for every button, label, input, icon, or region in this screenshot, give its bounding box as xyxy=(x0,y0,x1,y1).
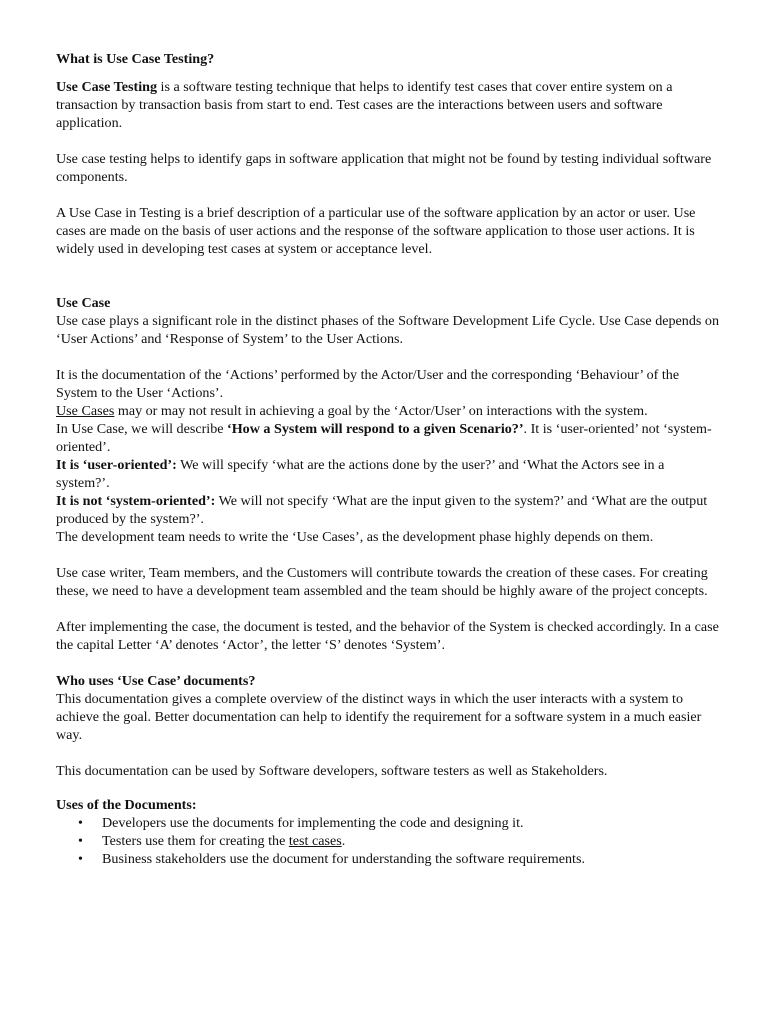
uses-list xyxy=(56,814,720,868)
list-item-text: Testers use them for creating the xyxy=(102,833,289,849)
paragraph-scenario xyxy=(56,420,720,456)
heading-uses-of-documents: Uses of the Documents: xyxy=(56,797,197,813)
paragraph-sdlc-role: Use case plays a significant role in the distinct phases of the Software Development Life Cycle. Use Case depends on ‘User Actions’ and ‘Response of System’ to the User Actions. xyxy=(56,313,719,347)
paragraph-stakeholders: This documentation can be used by Software developers, software testers as well as Stakeholders. xyxy=(56,763,608,779)
heading-who-uses: Who uses ‘Use Case’ documents? xyxy=(56,673,256,689)
goal-text: may or may not result in achieving a goal by the ‘Actor/User’ on interactions with the system. xyxy=(114,403,648,419)
paragraph-overview: This documentation gives a complete overview of the distinct ways in which the user interacts with a system to achieve the goal. Better documentation can help to identify the requirement for a software system in a much easier way. xyxy=(56,691,702,743)
definition-text: is a software testing technique that helps to identify test cases that cover entire system on a transaction by transaction basis from start to end. Test cases are the interactions between users and software application. xyxy=(56,79,673,131)
bullet-icon: • xyxy=(78,815,83,831)
list-item xyxy=(56,850,720,868)
user-oriented-label: It is ‘user-oriented’: xyxy=(56,457,177,473)
document-body xyxy=(56,50,720,868)
paragraph-gaps: Use case testing helps to identify gaps in software application that might not be found by testing individual software components. xyxy=(56,151,712,185)
scenario-bold-text: ‘How a System will respond to a given Scenario?’ xyxy=(227,421,524,437)
list-item-text: Business stakeholders use the document for understanding the software requirements. xyxy=(102,851,585,867)
paragraph-development-team: The development team needs to write the ‘Use Cases’, as the development phase highly depends on them. xyxy=(56,529,654,545)
paragraph-user-oriented xyxy=(56,456,720,492)
paragraph-documentation: It is the documentation of the ‘Actions’ performed by the Actor/User and the corresponding ‘Behaviour’ of the System to the User ‘Actions’. xyxy=(56,367,680,401)
list-item-text: Developers use the documents for implementing the code and designing it. xyxy=(102,815,524,831)
paragraph-contributors: Use case writer, Team members, and the Customers will contribute towards the creation of these cases. For creating these, we need to have a development team assembled and the team should be highly aware of the project concepts. xyxy=(56,565,708,599)
bullet-icon: • xyxy=(78,833,83,849)
paragraph-description: A Use Case in Testing is a brief description of a particular use of the software application by an actor or user. Use cases are made on the basis of user actions and the response of the software application to those user actions. It is widely used in developing test cases at system or acceptance level. xyxy=(56,205,696,257)
paragraph-goal xyxy=(56,402,720,420)
list-item xyxy=(56,832,720,850)
test-cases-link[interactable]: test cases xyxy=(288,833,342,849)
use-cases-link[interactable]: Use Cases xyxy=(56,403,115,419)
term-use-case-testing: Use Case Testing xyxy=(56,79,158,95)
scenario-post-text: . It is ‘user-oriented’ not ‘system-oriented’. xyxy=(56,421,712,455)
bullet-icon: • xyxy=(78,851,83,867)
paragraph-after-implementing: After implementing the case, the document is tested, and the behavior of the System is checked accordingly. In a case the capital Letter ‘A’ denotes ‘Actor’, the letter ‘S’ denotes ‘System’. xyxy=(56,619,719,653)
system-oriented-text: We will not specify ‘What are the input given to the system?’ and ‘What are the output produced by the system?’. xyxy=(56,493,708,527)
paragraph-system-oriented xyxy=(56,492,720,528)
paragraph-definition xyxy=(56,78,720,132)
heading-what-is-use-case-testing: What is Use Case Testing? xyxy=(56,51,215,67)
heading-use-case: Use Case xyxy=(56,295,111,311)
user-oriented-text: We will specify ‘what are the actions done by the user?’ and ‘What the Actors see in a system?’. xyxy=(56,457,665,491)
scenario-pre-text: In Use Case, we will describe xyxy=(56,421,228,437)
list-item xyxy=(56,814,720,832)
system-oriented-label: It is not ‘system-oriented’: xyxy=(56,493,216,509)
list-item-punct: . xyxy=(341,833,346,849)
